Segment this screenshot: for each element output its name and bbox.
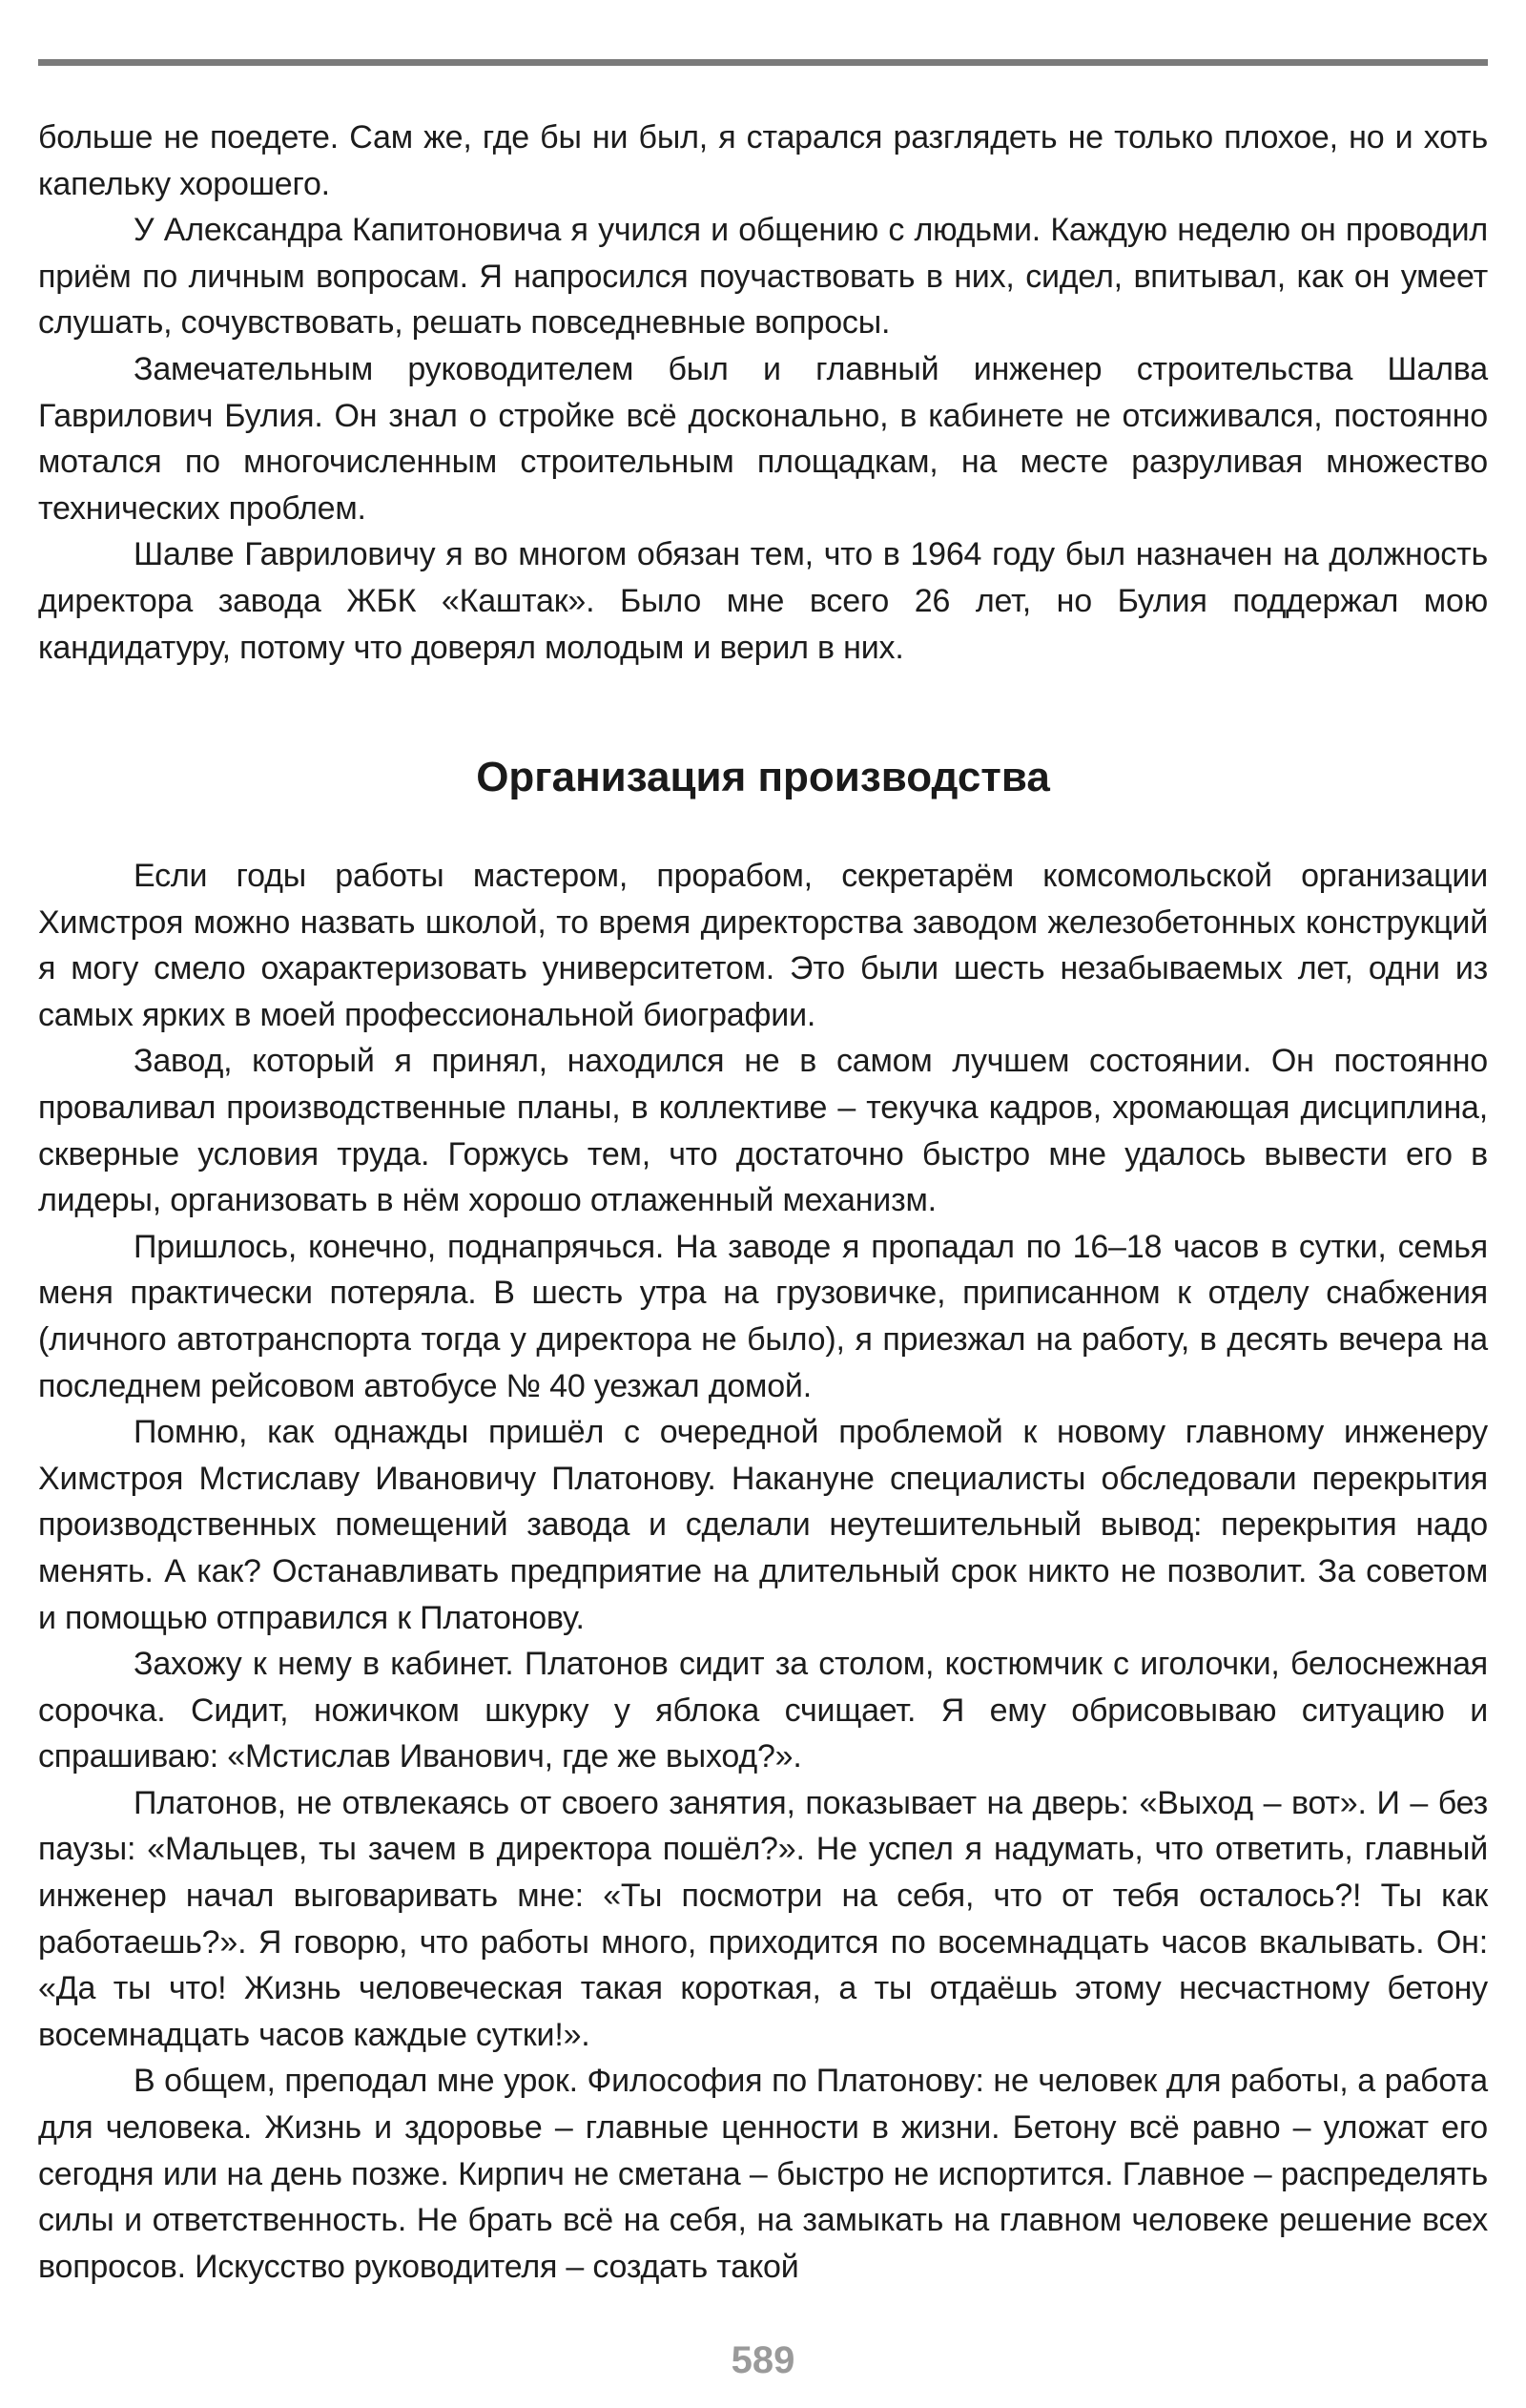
paragraph: Замечательным руководителем был и главный инженер строительства Шалва Гаврилович Булия. Он знал о стройке всё досконально, в кабинете не отсиживался, постоянно мотался по многочисленным строительным площадкам, на месте разруливая множество технических проблем.	[38, 350, 1488, 527]
paragraph: Платонов, не отвлекаясь от своего занятия, показывает на дверь: «Выход – вот». И – без паузы: «Мальцев, ты зачем в директора пошёл?». Не успел я надумать, что ответить, главный инженер начал выговаривать мне: «Ты посмотри на себя, что от тебя осталось?! Ты как работаешь?». Я говорю, что работы много, приходится по восемнадцать часов вкалывать. Он: «Да ты что! Жизнь человеческая такая короткая, а ты отдаёшь этому несчастному бетону восемнадцать часов каждые сутки!».	[38, 1784, 1488, 2053]
paragraph: больше не поедете. Сам же, где бы ни был, я старался разглядеть не только плохое, но и хоть капельку хорошего.	[38, 119, 1488, 202]
paragraph: В общем, преподал мне урок. Философия по Платонову: не человек для работы, а работа для человека. Жизнь и здоровье – главные ценности в жизни. Бетону всё равно – уложат его сегодня или на день позже. Кирпич не сметана – быстро не испортится. Главное – распределять силы и ответственность. Не брать всё на себя, на замыкать на главном человеке решение всех вопросов. Искусство руководителя – создать такой	[38, 2063, 1488, 2285]
paragraph: Помню, как однажды пришёл с очередной проблемой к новому главному инженеру Химстроя Мстиславу Ивановичу Платонову. Накануне специалисты обследовали перекрытия производственных помещений завода и сделали неутешительный вывод: перекрытия надо менять. А как? Останавливать предприятие на длительный срок никто не позволит. За советом и помощью отправился к Платонову.	[38, 1414, 1488, 1636]
paragraph: У Александра Капитоновича я учился и общению с людьми. Каждую неделю он проводил приём по личным вопросам. Я напросился поучаствовать в них, сидел, впитывал, как он умеет слушать, сочувствовать, решать повседневные вопросы.	[38, 212, 1488, 342]
section-heading: Организация производства	[476, 754, 1050, 800]
paragraph: Пришлось, конечно, поднапрячься. На заводе я пропадал по 16–18 часов в сутки, семья меня практически потеряла. В шесть утра на грузовичке, приписанном к отделу снабжения (личного автотранспорта тогда у директора не было), я приезжал на работу, в десять вечера на последнем рейсовом автобусе № 40 уезжал домой.	[38, 1228, 1488, 1404]
paragraph: Завод, который я принял, находился не в самом лучшем состоянии. Он постоянно проваливал производственные планы, в коллективе – текучка кадров, хромающая дисциплина, скверные условия труда. Горжусь тем, что достаточно быстро мне удалось вывести его в лидеры, организовать в нём хорошо отлаженный механизм.	[38, 1043, 1488, 1219]
text-block-top	[38, 114, 1488, 671]
page-number: 589	[731, 2339, 795, 2381]
paragraph: Захожу к нему в кабинет. Платонов сидит за столом, костюмчик с иголочки, белоснежная сорочка. Сидит, ножичком шкурку у яблока счищает. Я ему обрисовываю ситуацию и спрашиваю: «Мстислав Иванович, где же выход?».	[38, 1646, 1488, 1775]
header-rule	[38, 59, 1488, 66]
paragraph: Шалве Гавриловичу я во многом обязан тем, что в 1964 году был назначен на должность директора завода ЖБК «Каштак». Было мне всего 26 лет, но Булия поддержал мою кандидатуру, потому что доверял молодым и верил в них.	[38, 536, 1488, 666]
paragraph: Если годы работы мастером, прорабом, секретарём комсомольской организации Химстроя можно назвать школой, то время директорства заводом железобетонных конструкций я могу смело охарактеризовать университетом. Это были шесть незабываемых лет, одни из самых ярких в моей профессиональной биографии.	[38, 858, 1488, 1033]
text-block-main	[38, 853, 1488, 2290]
